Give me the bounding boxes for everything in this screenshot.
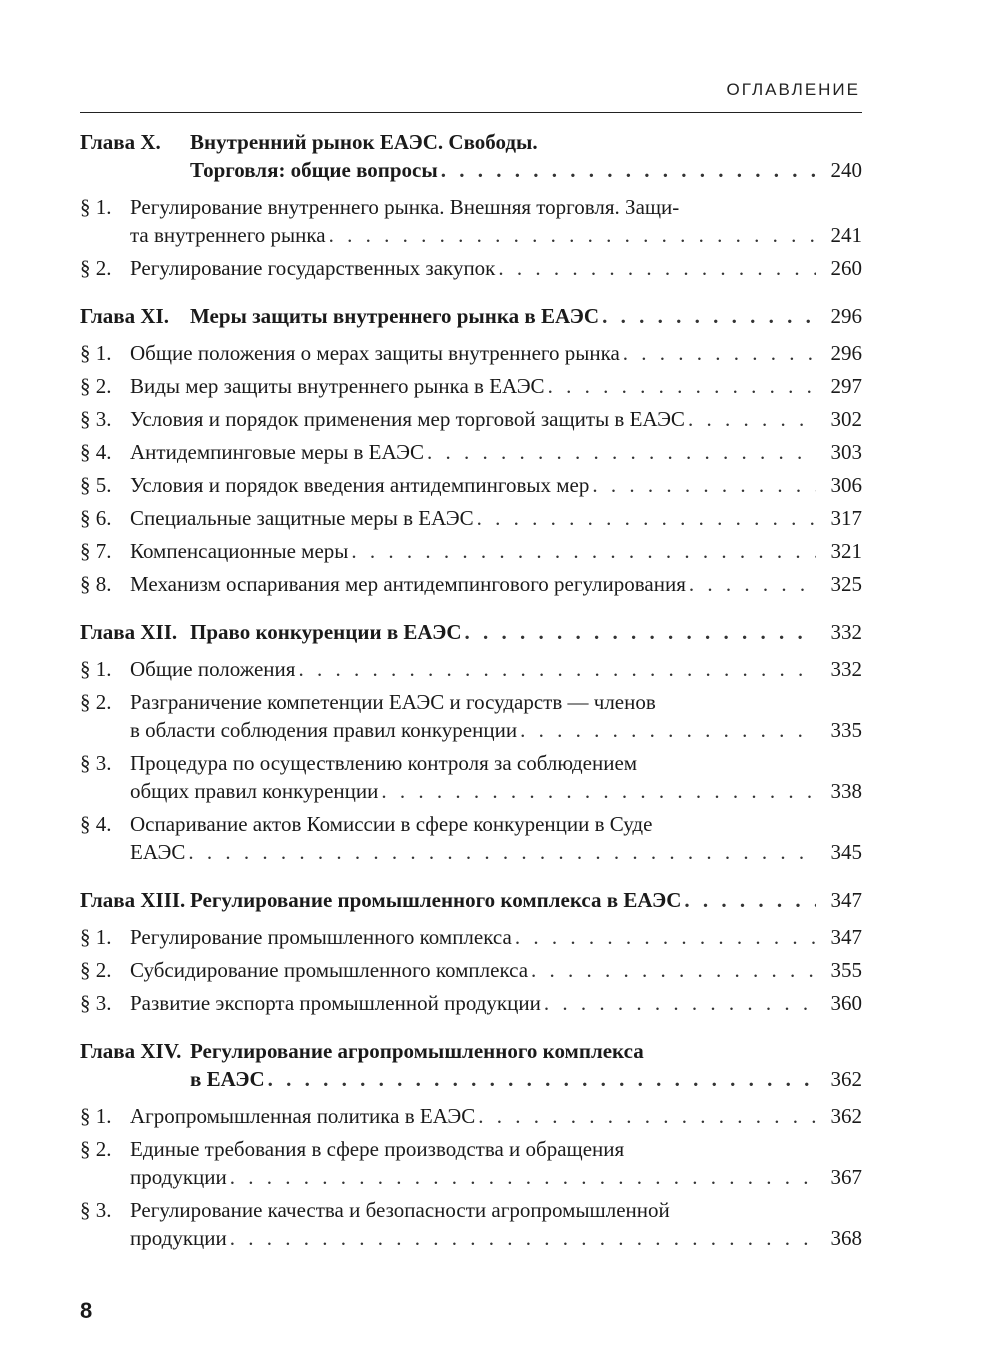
chapter-title-continued: в ЕАЭС xyxy=(190,1067,265,1091)
section-title: Антидемпинговые меры в ЕАЭС xyxy=(130,440,424,464)
section-line xyxy=(130,1196,862,1224)
section-entry xyxy=(80,471,862,499)
section-body xyxy=(130,989,862,1017)
section-line xyxy=(130,438,862,466)
chapter-line xyxy=(80,128,862,156)
section-page: 302 xyxy=(830,407,862,431)
section-line xyxy=(130,405,862,433)
section-title: Общие положения xyxy=(130,657,296,681)
section-page: 317 xyxy=(830,506,862,530)
section-number: § 1. xyxy=(80,341,112,365)
chapter-entry xyxy=(80,302,862,330)
leader-dots xyxy=(298,655,816,683)
chapter-label: Глава XI. xyxy=(80,304,169,328)
section-title: Единые требования в сфере производства и обращения xyxy=(130,1137,625,1161)
leader-dots xyxy=(684,886,816,914)
section-line xyxy=(130,810,862,838)
chapter-label: Глава XII. xyxy=(80,620,178,644)
chapter-entry xyxy=(80,886,862,914)
section-title-continued: продукции xyxy=(130,1165,227,1189)
leader-dots xyxy=(329,221,816,249)
section-line xyxy=(130,254,862,282)
leader-dots xyxy=(477,504,816,532)
leader-dots xyxy=(381,777,816,805)
section-body xyxy=(130,749,862,805)
chapter-line xyxy=(80,156,862,184)
chapter-page: 347 xyxy=(830,888,862,912)
section-line xyxy=(130,504,862,532)
section-entry xyxy=(80,1196,862,1252)
chapter-title: Регулирование агропромышленного комплекса xyxy=(190,1039,644,1063)
section-title-continued: продукции xyxy=(130,1226,227,1250)
section-page: 297 xyxy=(830,374,862,398)
section-entry xyxy=(80,372,862,400)
section-title: Разграничение компетенции ЕАЭС и государств — членов xyxy=(130,690,656,714)
table-of-contents xyxy=(80,128,862,1257)
leader-dots xyxy=(602,302,816,330)
section-entry xyxy=(80,254,862,282)
running-header: ОГЛАВЛЕНИЕ xyxy=(726,80,860,99)
section-body xyxy=(130,372,862,400)
section-number: § 7. xyxy=(80,539,112,563)
chapter-page: 240 xyxy=(830,158,862,182)
section-entry xyxy=(80,537,862,565)
chapter-line xyxy=(80,1037,862,1065)
leader-dots xyxy=(464,618,816,646)
section-title: Регулирование качества и безопасности агропромышленной xyxy=(130,1198,670,1222)
section-entry xyxy=(80,1102,862,1130)
chapter-title: Внутренний рынок ЕАЭС. Свободы. xyxy=(190,130,538,154)
section-title: Регулирование внутреннего рынка. Внешняя торговля. Защи- xyxy=(130,195,680,219)
section-line xyxy=(130,537,862,565)
section-title: Общие положения о мерах защиты внутреннего рынка xyxy=(130,341,620,365)
section-body xyxy=(130,438,862,466)
leader-dots xyxy=(498,254,816,282)
chapter-label: Глава XIV. xyxy=(80,1039,182,1063)
section-line xyxy=(130,372,862,400)
section-title: Компенсационные меры xyxy=(130,539,349,563)
section-number: § 4. xyxy=(80,440,112,464)
chapter-entry xyxy=(80,1037,862,1093)
chapter-page: 332 xyxy=(830,620,862,644)
section-page: 345 xyxy=(830,840,862,864)
section-title: Специальные защитные меры в ЕАЭС xyxy=(130,506,474,530)
section-line xyxy=(130,716,862,744)
section-entry xyxy=(80,570,862,598)
header-rule xyxy=(80,112,862,113)
chapter-title: Право конкуренции в ЕАЭС xyxy=(190,620,462,644)
section-title: Регулирование государственных закупок xyxy=(130,256,496,280)
section-title: Агропромышленная политика в ЕАЭС xyxy=(130,1104,476,1128)
section-line xyxy=(130,1163,862,1191)
section-entry xyxy=(80,438,862,466)
section-line xyxy=(130,1224,862,1252)
section-body xyxy=(130,923,862,951)
section-title-continued: та внутреннего рынка xyxy=(130,223,326,247)
section-body xyxy=(130,504,862,532)
chapter-label: Глава X. xyxy=(80,130,161,154)
chapter-title-continued: Торговля: общие вопросы xyxy=(190,158,438,182)
section-title: Процедура по осуществлению контроля за соблюдением xyxy=(130,751,638,775)
section-line xyxy=(130,1102,862,1130)
section-body xyxy=(130,339,862,367)
section-number: § 2. xyxy=(80,256,112,280)
section-title-continued: в области соблюдения правил конкуренции xyxy=(130,718,518,742)
chapter-title: Регулирование промышленного комплекса в ЕАЭС xyxy=(190,888,682,912)
section-line xyxy=(130,989,862,1017)
leader-dots xyxy=(351,537,816,565)
section-body xyxy=(130,1102,862,1130)
section-number: § 2. xyxy=(80,1137,112,1161)
section-line xyxy=(130,956,862,984)
chapter-page: 362 xyxy=(830,1067,862,1091)
section-body xyxy=(130,1196,862,1252)
section-line xyxy=(130,570,862,598)
section-number: § 2. xyxy=(80,690,112,714)
leader-dots xyxy=(688,405,816,433)
section-line xyxy=(130,339,862,367)
section-number: § 3. xyxy=(80,407,112,431)
section-line xyxy=(130,193,862,221)
section-number: § 2. xyxy=(80,958,112,982)
section-entry xyxy=(80,193,862,249)
leader-dots xyxy=(544,989,816,1017)
leader-dots xyxy=(188,838,816,866)
section-page: 338 xyxy=(830,779,862,803)
section-number: § 3. xyxy=(80,991,112,1015)
section-number: § 1. xyxy=(80,195,112,219)
section-number: § 4. xyxy=(80,812,112,836)
section-page: 303 xyxy=(830,440,862,464)
section-body xyxy=(130,956,862,984)
leader-dots xyxy=(441,156,816,184)
section-entry xyxy=(80,339,862,367)
section-page: 355 xyxy=(830,958,862,982)
section-entry xyxy=(80,923,862,951)
leader-dots xyxy=(623,339,816,367)
section-title-continued: общих правил конкуренции xyxy=(130,779,379,803)
leader-dots xyxy=(515,923,816,951)
section-title: Развитие экспорта промышленной продукции xyxy=(130,991,541,1015)
leader-dots xyxy=(520,716,816,744)
section-title: Регулирование промышленного комплекса xyxy=(130,925,512,949)
section-page: 332 xyxy=(830,657,862,681)
chapter-line xyxy=(80,302,862,330)
chapter-line xyxy=(80,618,862,646)
section-number: § 8. xyxy=(80,572,112,596)
section-title: Субсидирование промышленного комплекса xyxy=(130,958,529,982)
leader-dots xyxy=(268,1065,816,1093)
section-number: § 3. xyxy=(80,1198,112,1222)
section-entry xyxy=(80,749,862,805)
section-page: 347 xyxy=(830,925,862,949)
section-title-continued: ЕАЭС xyxy=(130,840,186,864)
section-page: 368 xyxy=(830,1226,862,1250)
section-body xyxy=(130,537,862,565)
leader-dots xyxy=(230,1224,816,1252)
section-title: Условия и порядок введения антидемпинговых мер xyxy=(130,473,590,497)
section-line xyxy=(130,838,862,866)
section-page: 325 xyxy=(830,572,862,596)
section-title: Виды мер защиты внутреннего рынка в ЕАЭС xyxy=(130,374,545,398)
section-line xyxy=(130,221,862,249)
leader-dots xyxy=(427,438,816,466)
section-body xyxy=(130,193,862,249)
section-number: § 5. xyxy=(80,473,112,497)
section-page: 360 xyxy=(830,991,862,1015)
section-line xyxy=(130,923,862,951)
section-entry xyxy=(80,810,862,866)
section-entry xyxy=(80,405,862,433)
section-number: § 3. xyxy=(80,751,112,775)
section-entry xyxy=(80,688,862,744)
leader-dots xyxy=(548,372,816,400)
section-line xyxy=(130,471,862,499)
section-title: Механизм оспаривания мер антидемпингового регулирования xyxy=(130,572,686,596)
section-line xyxy=(130,777,862,805)
leader-dots xyxy=(689,570,816,598)
section-page: 241 xyxy=(830,223,862,247)
section-entry xyxy=(80,956,862,984)
section-body xyxy=(130,471,862,499)
section-number: § 1. xyxy=(80,657,112,681)
section-entry xyxy=(80,989,862,1017)
leader-dots xyxy=(478,1102,816,1130)
leader-dots xyxy=(592,471,816,499)
section-entry xyxy=(80,655,862,683)
section-line xyxy=(130,655,862,683)
section-entry xyxy=(80,1135,862,1191)
section-body xyxy=(130,688,862,744)
chapter-line xyxy=(80,1065,862,1093)
leader-dots xyxy=(230,1163,816,1191)
chapter-page: 296 xyxy=(830,304,862,328)
leader-dots xyxy=(531,956,816,984)
chapter-entry xyxy=(80,128,862,184)
section-line xyxy=(130,688,862,716)
section-number: § 1. xyxy=(80,1104,112,1128)
section-body xyxy=(130,405,862,433)
section-body xyxy=(130,254,862,282)
section-title: Условия и порядок применения мер торговой защиты в ЕАЭС xyxy=(130,407,685,431)
section-entry xyxy=(80,504,862,532)
chapter-label: Глава XIII. xyxy=(80,888,186,912)
chapter-title: Меры защиты внутреннего рынка в ЕАЭС xyxy=(190,304,600,328)
section-page: 260 xyxy=(830,256,862,280)
section-title: Оспаривание актов Комиссии в сфере конкуренции в Суде xyxy=(130,812,653,836)
section-number: § 2. xyxy=(80,374,112,398)
section-body xyxy=(130,655,862,683)
section-body xyxy=(130,570,862,598)
section-page: 306 xyxy=(830,473,862,497)
section-page: 362 xyxy=(830,1104,862,1128)
chapter-line xyxy=(80,886,862,914)
section-body xyxy=(130,810,862,866)
page-number: 8 xyxy=(80,1298,93,1323)
section-number: § 6. xyxy=(80,506,112,530)
chapter-entry xyxy=(80,618,862,646)
section-body xyxy=(130,1135,862,1191)
section-page: 367 xyxy=(830,1165,862,1189)
section-page: 335 xyxy=(830,718,862,742)
section-page: 321 xyxy=(830,539,862,563)
section-number: § 1. xyxy=(80,925,112,949)
section-line xyxy=(130,749,862,777)
section-line xyxy=(130,1135,862,1163)
section-page: 296 xyxy=(830,341,862,365)
